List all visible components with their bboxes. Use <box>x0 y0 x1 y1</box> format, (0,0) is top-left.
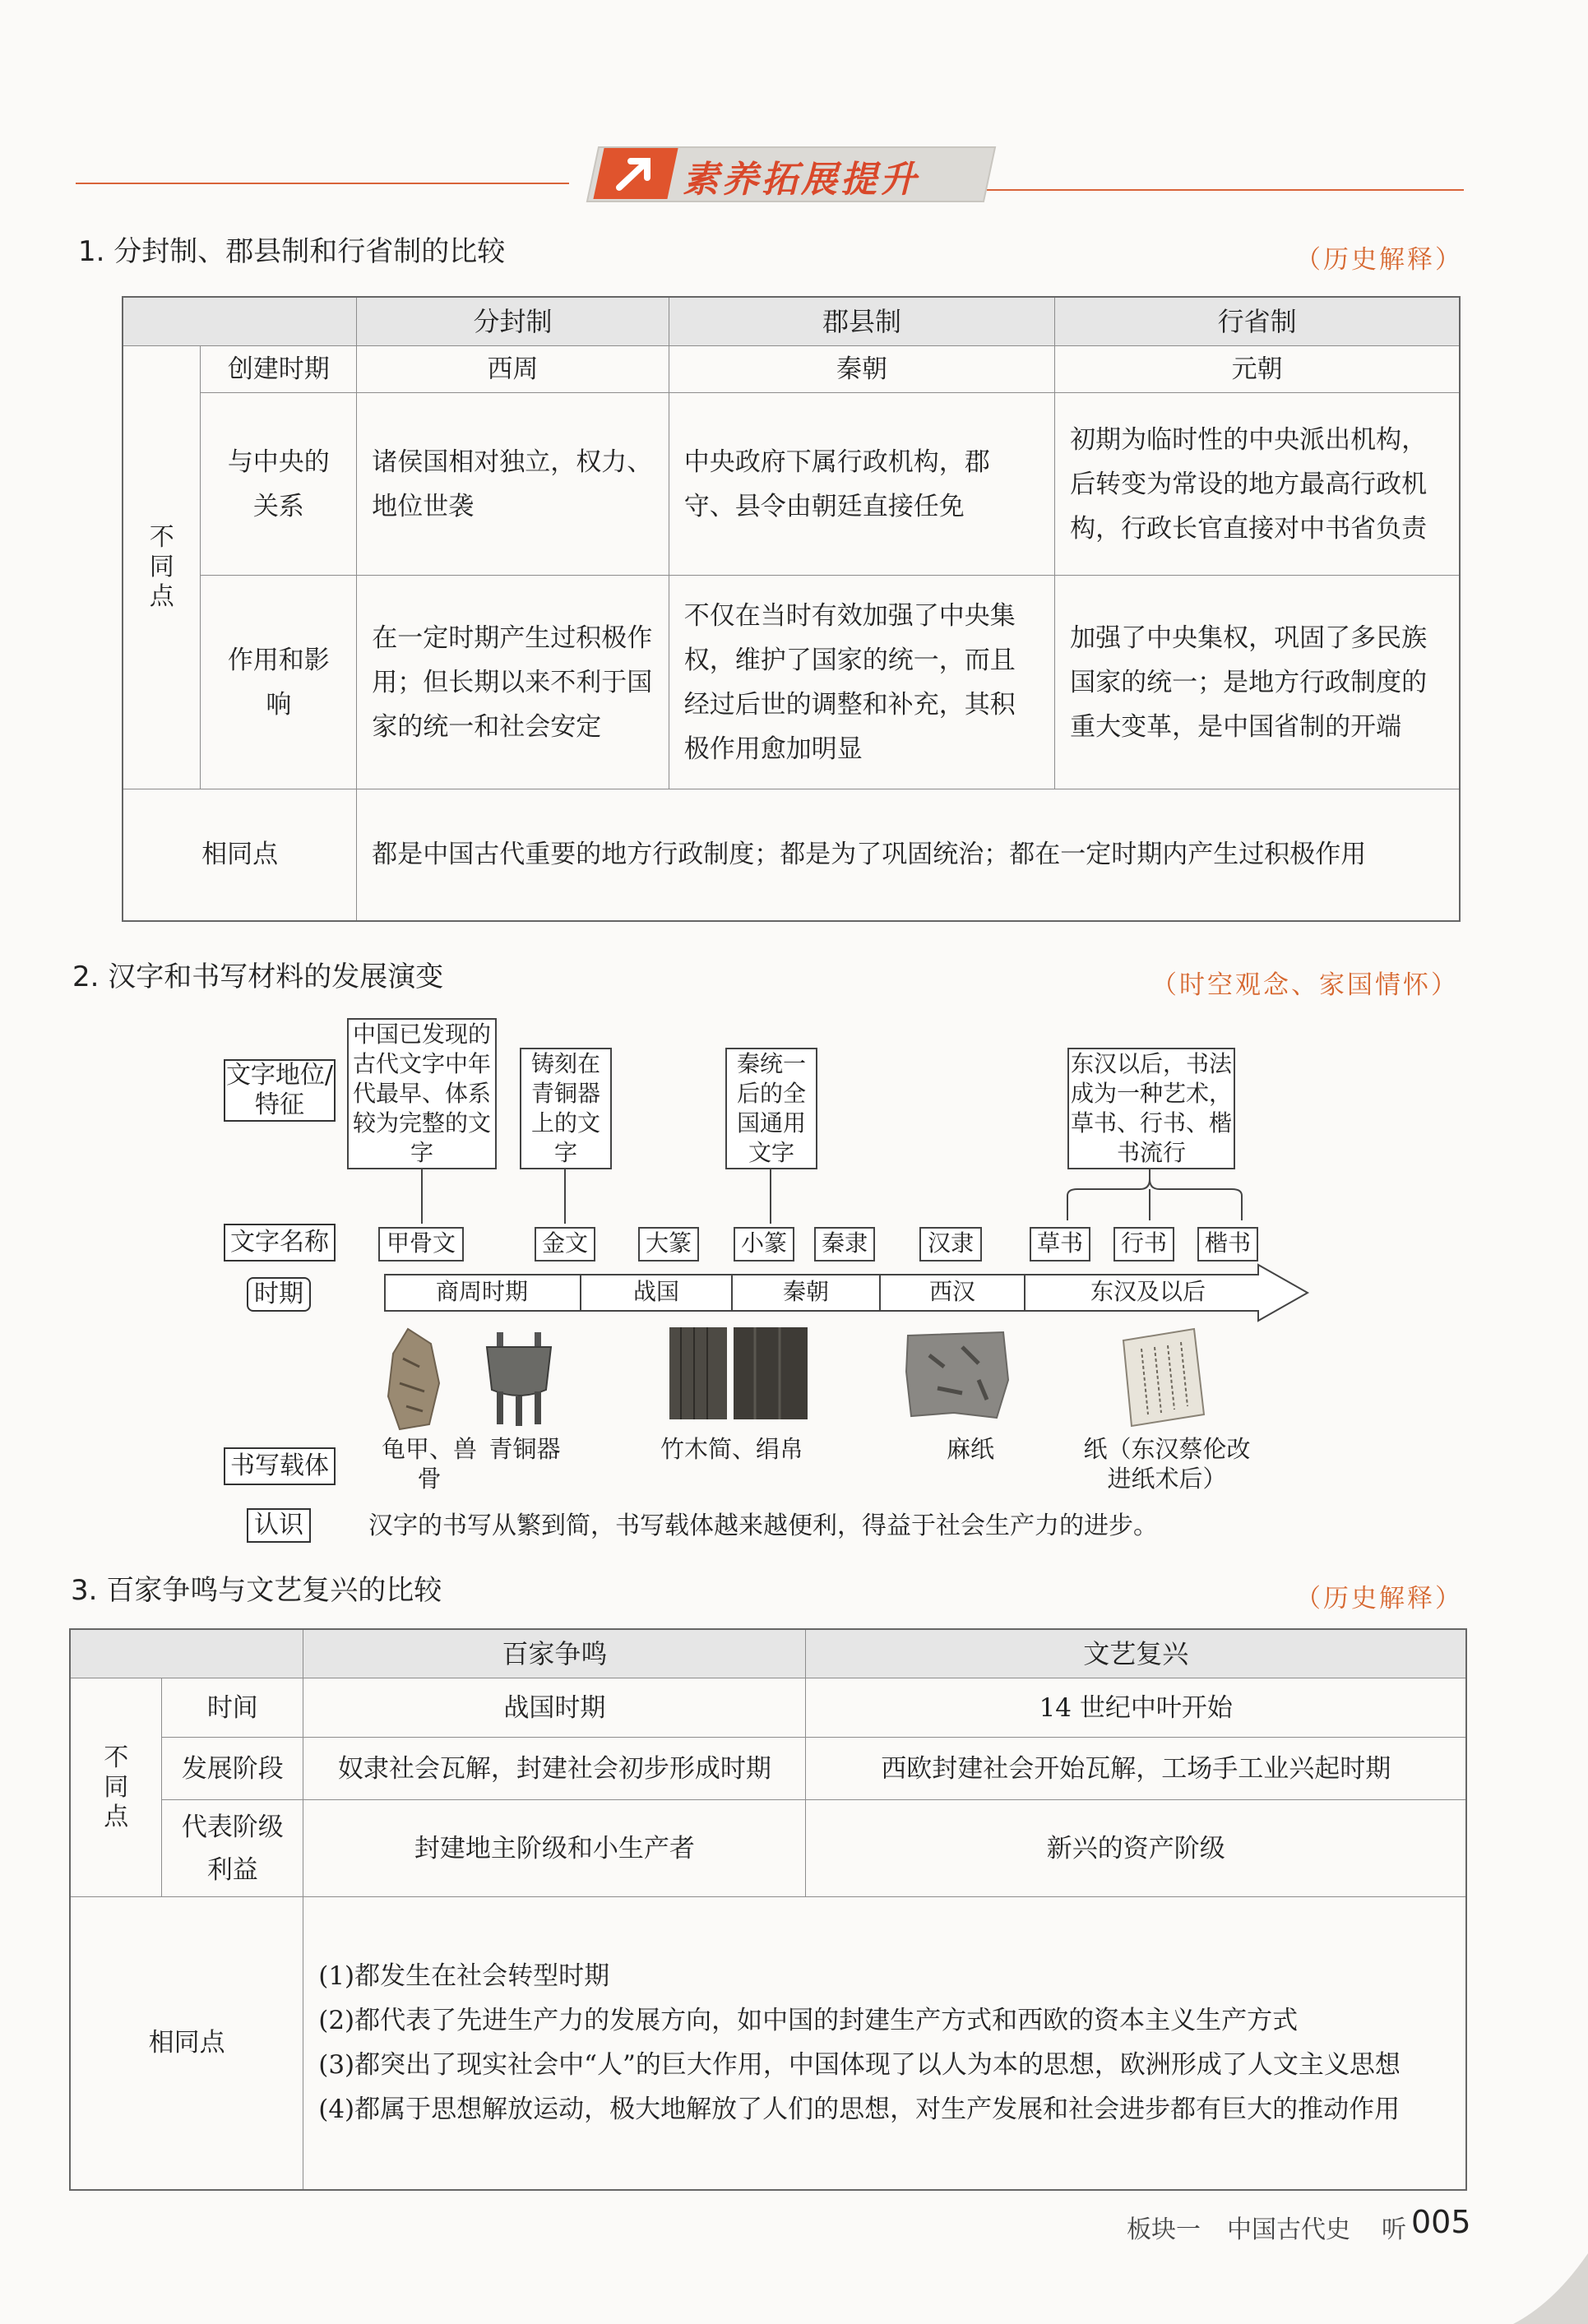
col-header-baijia: 百家争鸣 <box>303 1629 806 1678</box>
script-kaishu: 楷书 <box>1197 1227 1258 1262</box>
insight-text: 汉字的书写从繁到简，书写载体越来越便利，得益于社会生产力的进步。 <box>368 1512 1158 1540</box>
section3-title: 3. 百家争鸣与文艺复兴的比较 <box>71 1574 442 1607</box>
banner-rule-left <box>76 183 569 184</box>
table1-corner <box>123 297 357 346</box>
same-item: (4)都属于思想解放运动，极大地解放了人们的思想，对生产发展和社会进步都有巨大的推动作用 <box>318 2095 1400 2125</box>
table-cell: 元朝 <box>1055 346 1460 393</box>
table-cell: 初期为临时性的中央派出机构，后转变为常设的地方最高行政机构，行政长官直接对中书省负责 <box>1055 393 1460 576</box>
label-insight: 认识 <box>247 1508 311 1543</box>
note-eastern-han: 东汉以后，书法成为一种艺术，草书、行书、楷书流行 <box>1067 1048 1235 1169</box>
table-cell: 西周 <box>357 346 669 393</box>
note-bronze: 铸刻在青铜器上的文字 <box>520 1048 612 1169</box>
same-item: (3)都突出了现实社会中“人”的巨大作用，中国体现了以人为本的思想，欧洲形成了人文主义思想 <box>318 2050 1400 2081</box>
table-cell: 14 世纪中叶开始 <box>806 1678 1466 1738</box>
group-label-differences: 不 同 点 <box>70 1678 162 1897</box>
row-label: 创建时期 <box>201 346 357 393</box>
row-label: 代表阶级利益 <box>162 1800 303 1897</box>
table-cell: 封建地主阶级和小生产者 <box>303 1800 806 1897</box>
arrow-icon <box>613 155 662 192</box>
page-number: 005 <box>1411 2204 1471 2240</box>
table-cell: 在一定时期产生过积极作用；但长期以来不利于国家的统一和社会安定 <box>357 576 669 789</box>
table-cell: 秦朝 <box>669 346 1054 393</box>
table-cell: 新兴的资产阶级 <box>806 1800 1466 1897</box>
period-warring-states: 战国 <box>632 1278 679 1305</box>
section1-title: 1. 分封制、郡县制和行省制的比较 <box>78 235 506 268</box>
footer-section: 板块一 <box>1127 2215 1201 2244</box>
banner-title: 素养拓展提升 <box>683 159 919 201</box>
group-label-differences: 不 同 点 <box>123 346 201 789</box>
section3-table <box>69 1628 1467 2191</box>
label-period: 时期 <box>247 1277 311 1312</box>
table-cell: 战国时期 <box>303 1678 806 1738</box>
carrier-oracle-bone: 龟甲、兽骨 <box>381 1435 477 1493</box>
carrier-bamboo-silk: 竹木简、绢帛 <box>660 1435 803 1463</box>
paper-book-image <box>1109 1324 1215 1431</box>
script-xiaozhuan: 小篆 <box>734 1227 794 1262</box>
bamboo-slips-image <box>664 1324 813 1423</box>
script-dazhuan: 大篆 <box>638 1227 699 1262</box>
script-oracle-bone: 甲骨文 <box>378 1227 464 1262</box>
same-text: 都是中国古代重要的地方行政制度；都是为了巩固统治；都在一定时期内产生过积极作用 <box>357 789 1460 921</box>
table-cell: 中央政府下属行政机构，郡守、县令由朝廷直接任免 <box>669 393 1054 576</box>
carrier-hemp-paper: 麻纸 <box>946 1435 994 1463</box>
label-status: 文字地位/特征 <box>224 1059 336 1122</box>
section1-table <box>122 296 1461 922</box>
connector <box>770 1168 771 1224</box>
bronze-ding-image <box>482 1331 556 1429</box>
brace-connector <box>1061 1166 1258 1224</box>
section2-title: 2. 汉字和书写材料的发展演变 <box>72 961 444 993</box>
row-label: 与中央的关系 <box>201 393 357 576</box>
col-header-fenfeng: 分封制 <box>357 297 669 346</box>
label-script-name: 文字名称 <box>224 1224 336 1262</box>
hemp-paper-image <box>905 1331 1012 1421</box>
table-cell: 奴隶社会瓦解，封建社会初步形成时期 <box>303 1738 806 1800</box>
row-label: 时间 <box>162 1678 303 1738</box>
table-cell: 加强了中央集权，巩固了多民族国家的统一；是地方行政制度的重大变革，是中国省制的开端 <box>1055 576 1460 789</box>
same-list <box>303 1897 1466 2190</box>
same-item: (2)都代表了先进生产力的发展方向，如中国的封建生产方式和西欧的资本主义生产方式 <box>318 2006 1299 2036</box>
connector <box>564 1168 566 1224</box>
page-curl-icon <box>1513 2253 1588 2324</box>
section2-tag: （时空观念、家国情怀） <box>1151 970 1459 1000</box>
table-cell: 诸侯国相对独立，权力、地位世袭 <box>357 393 669 576</box>
script-caoshu: 草书 <box>1030 1227 1090 1262</box>
section1-tag: （历史解释） <box>1295 245 1463 275</box>
same-item: (1)都发生在社会转型时期 <box>318 1961 610 1992</box>
note-oracle: 中国已发现的古代文字中年代最早、体系较为完整的文字 <box>347 1018 497 1169</box>
script-bronze: 金文 <box>535 1227 595 1262</box>
same-label: 相同点 <box>123 789 357 921</box>
oracle-bone-image <box>383 1326 442 1433</box>
section3-tag: （历史解释） <box>1295 1584 1463 1613</box>
row-label: 作用和影响 <box>201 576 357 789</box>
note-qin: 秦统一后的全国通用文字 <box>725 1048 817 1169</box>
script-hanli: 汉隶 <box>919 1227 982 1262</box>
period-shang-zhou: 商周时期 <box>435 1278 528 1305</box>
script-qinli: 秦隶 <box>814 1227 875 1262</box>
carrier-bronze: 青铜器 <box>488 1435 561 1463</box>
period-eastern-han-onward: 东汉及以后 <box>1090 1278 1206 1305</box>
period-western-han: 西汉 <box>928 1278 975 1305</box>
connector <box>421 1168 423 1224</box>
table-cell: 西欧封建社会开始瓦解，工场手工业兴起时期 <box>806 1738 1466 1800</box>
row-label: 发展阶段 <box>162 1738 303 1800</box>
label-carrier: 书写载体 <box>224 1447 336 1485</box>
script-xingshu: 行书 <box>1113 1227 1174 1262</box>
col-header-xingsheng: 行省制 <box>1055 297 1460 346</box>
footer-listen: 听 <box>1382 2215 1406 2244</box>
same-label: 相同点 <box>70 1897 303 2190</box>
carrier-paper: 纸（东汉蔡伦改进纸术后） <box>1083 1435 1251 1493</box>
table-cell: 不仅在当时有效加强了中央集权，维护了国家的统一，而且经过后世的调整和补充，其积极作用愈加明显 <box>669 576 1054 789</box>
col-header-renaissance: 文艺复兴 <box>806 1629 1466 1678</box>
period-qin: 秦朝 <box>782 1278 829 1305</box>
col-header-junxian: 郡县制 <box>669 297 1054 346</box>
table3-corner <box>70 1629 303 1678</box>
banner-rule-right <box>987 189 1464 191</box>
footer-chapter: 中国古代史 <box>1227 2215 1350 2244</box>
